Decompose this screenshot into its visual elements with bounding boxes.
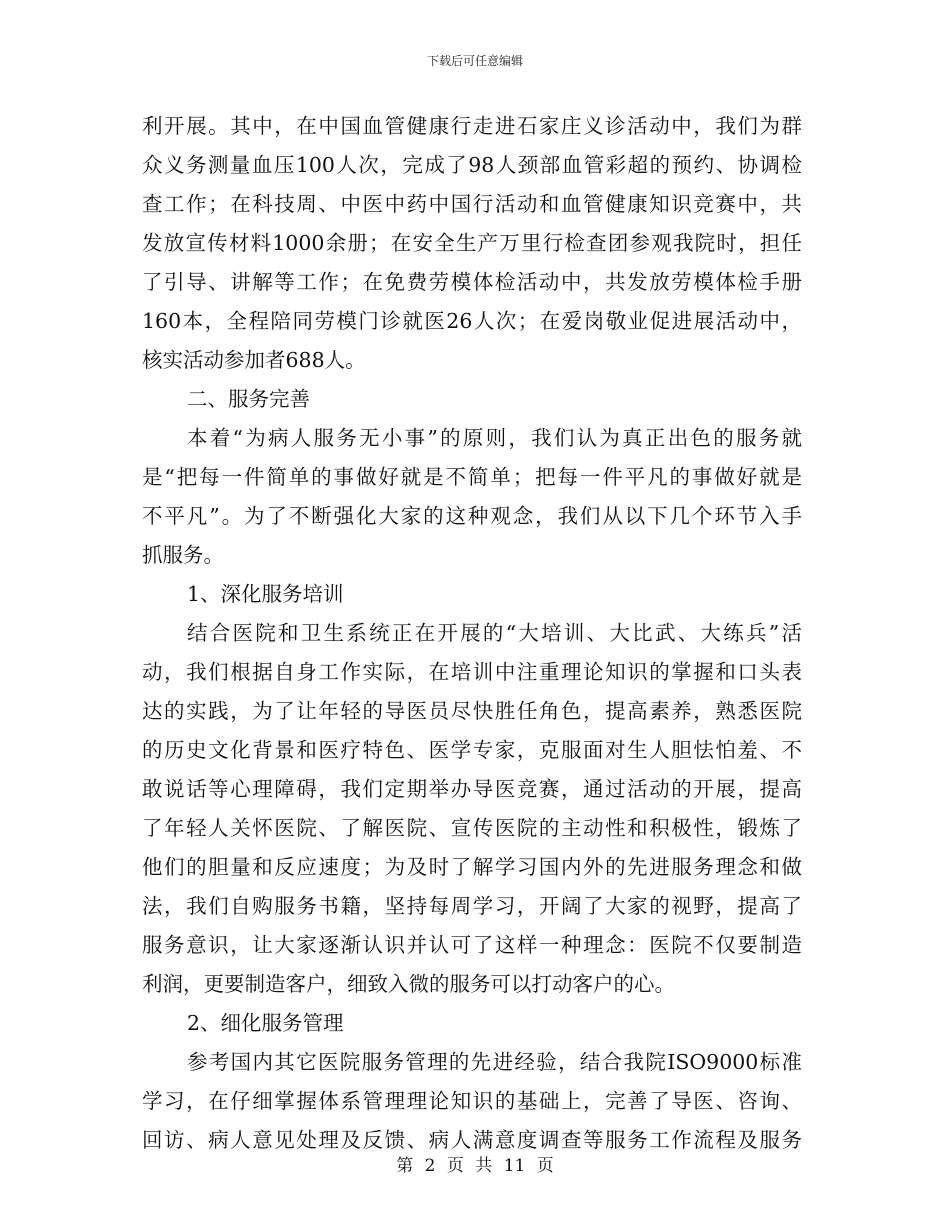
text-line: 查工作；在科技周、中医中药中国行活动和血管健康知识竞赛中，共 bbox=[142, 192, 802, 216]
text-line: 结合医院和卫生系统正在开展的“大培训、大比武、大练兵”活 bbox=[187, 621, 802, 645]
text-line: 敢说话等心理障碍，我们定期举办导医竞赛，通过活动的开展，提高 bbox=[142, 777, 802, 801]
text-line: 学习，在仔细掌握体系管理理论知识的基础上，完善了导医、咨询、 bbox=[142, 1089, 802, 1113]
text-line: 抓服务。 bbox=[142, 543, 224, 567]
text-line: 二、服务完善 bbox=[187, 387, 310, 411]
text-line: 不平凡”。为了不断强化大家的这种观念，我们从以下几个环节入手 bbox=[142, 504, 802, 528]
text-line: 核实活动参加者688人。 bbox=[142, 348, 366, 372]
text-line: 法，我们自购服务书籍，坚持每周学习，开阔了大家的视野，提高了 bbox=[142, 894, 802, 918]
text-line: 参考国内其它医院服务管理的先进经验，结合我院ISO9000标准 bbox=[187, 1050, 802, 1074]
text-line: 1、深化服务培训 bbox=[187, 582, 344, 606]
text-line: 发放宣传材料1000余册；在安全生产万里行检查团参观我院时，担任 bbox=[142, 231, 802, 255]
text-line: 他们的胆量和反应速度；为及时了解学习国内外的先进服务理念和做 bbox=[142, 855, 802, 879]
text-line: 达的实践，为了让年轻的导医员尽快胜任角色，提高素养，熟悉医院 bbox=[142, 699, 802, 723]
page-number: 第 2 页 共 11 页 bbox=[396, 1156, 554, 1176]
text-line: 利开展。其中，在中国血管健康行走进石家庄义诊活动中，我们为群 bbox=[142, 114, 802, 138]
text-line: 160本，全程陪同劳模门诊就医26人次；在爱岗敬业促进展活动中， bbox=[142, 309, 802, 333]
text-line: 了年轻人关怀医院、了解医院、宣传医院的主动性和积极性，锻炼了 bbox=[142, 816, 802, 840]
text-line: 回访、病人意见处理及反馈、病人满意度调查等服务工作流程及服务 bbox=[142, 1128, 802, 1152]
text-line: 利润，更要制造客户，细致入微的服务可以打动客户的心。 bbox=[142, 972, 675, 996]
document-body bbox=[142, 107, 802, 1160]
text-line: 是“把每一件简单的事做好就是不简单；把每一件平凡的事做好就是 bbox=[142, 465, 802, 489]
text-line: 动，我们根据自身工作实际，在培训中注重理论知识的掌握和口头表 bbox=[142, 660, 802, 684]
page-header: 下载后可任意编辑 bbox=[426, 54, 523, 68]
text-line: 服务意识，让大家逐渐认识并认可了这样一种理念：医院不仅要制造 bbox=[142, 933, 802, 957]
text-line: 了引导、讲解等工作；在免费劳模体检活动中，共发放劳模体检手册 bbox=[142, 270, 802, 294]
text-line: 众义务测量血压100人次，完成了98人颈部血管彩超的预约、协调检 bbox=[142, 153, 802, 177]
text-line: 的历史文化背景和医疗特色、医学专家，克服面对生人胆怯怕羞、不 bbox=[142, 738, 802, 762]
text-line: 本着“为病人服务无小事”的原则，我们认为真正出色的服务就 bbox=[187, 426, 802, 450]
text-line: 2、细化服务管理 bbox=[187, 1011, 344, 1035]
